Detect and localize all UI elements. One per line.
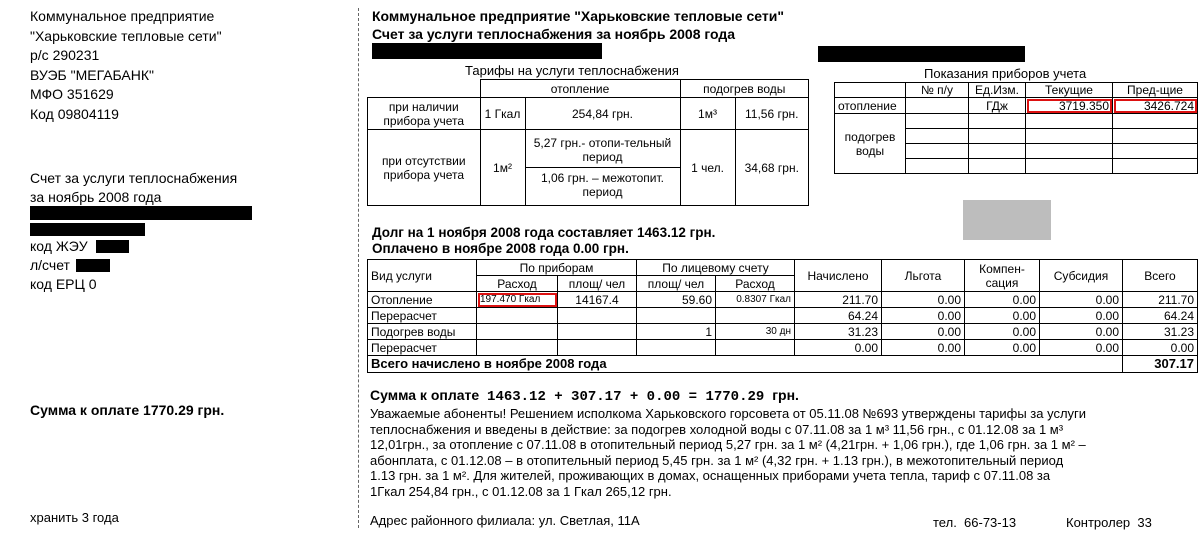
debt-line1: Долг на 1 ноября 2008 года составляет 1463.12 грн. — [372, 225, 716, 240]
tariffs-col-heating: отопление — [480, 80, 680, 98]
charges-total: 64.24 — [1123, 308, 1198, 324]
sum-line — [370, 387, 799, 405]
meters-cell — [1113, 159, 1198, 174]
charges-comp: 0.00 — [965, 324, 1040, 340]
meters-cell — [1026, 159, 1113, 174]
charges-benefit: 0.00 — [882, 340, 965, 356]
tariffs-row2-water: 34,68 грн. — [735, 130, 809, 206]
charges-accrued: 31.23 — [795, 324, 882, 340]
meters-h-unit: Ед.Изм. — [969, 83, 1026, 98]
meters-cell — [906, 114, 969, 129]
charges-h-service: Вид услуги — [368, 260, 477, 292]
charges-h-usage: Расход — [477, 276, 558, 292]
charges-total: 211.70 — [1123, 292, 1198, 308]
meters-cell — [969, 129, 1026, 144]
charges-total: 31.23 — [1123, 324, 1198, 340]
stub-erc: код ЕРЦ 0 — [30, 276, 97, 292]
charges-subsidy: 0.00 — [1040, 292, 1123, 308]
charges-usage2 — [716, 308, 795, 324]
sum-expr: 1463.12 + 307.17 + 0.00 = 1770.29 — [487, 389, 765, 405]
charges-comp: 0.00 — [965, 292, 1040, 308]
meters-cell — [969, 114, 1026, 129]
charges-benefit: 0.00 — [882, 292, 965, 308]
meters-r1-no — [906, 98, 969, 114]
stub-bill-line: за ноябрь 2008 года — [30, 189, 162, 205]
charges-usage2 — [716, 340, 795, 356]
charges-usage: 197.470 Гкал — [477, 292, 558, 308]
charges-area2: 59.60 — [637, 292, 716, 308]
charges-h-by-account: По лицевому счету — [637, 260, 795, 276]
redaction — [30, 223, 145, 236]
footer-address: Адрес районного филиала: ул. Светлая, 11А — [370, 513, 640, 528]
redaction — [30, 206, 252, 220]
meters-cell — [1113, 129, 1198, 144]
meters-r2-label: подогрев воды — [835, 114, 906, 174]
stub-account: л/счет — [30, 257, 70, 273]
charges-subsidy: 0.00 — [1040, 324, 1123, 340]
meters-r1-unit: ГДж — [969, 98, 1026, 114]
charges-h-total: Всего — [1123, 260, 1198, 292]
charges-h-usage2: Расход — [716, 276, 795, 292]
bill-title: Счет за услуги теплоснабжения за ноябрь 2008 года — [372, 26, 736, 42]
charges-row — [368, 340, 1198, 356]
charges-h-by-meter: По приборам — [477, 260, 637, 276]
charges-benefit: 0.00 — [882, 324, 965, 340]
redaction — [818, 46, 1025, 62]
tariffs-row2-heating — [525, 130, 680, 206]
tariffs-row1-label: при наличии прибора учета — [368, 98, 481, 130]
charges-name: Отопление — [368, 292, 477, 308]
notice-line: 12,01грн., за отопление с 07.11.08 в отопительный период 5,27 грн. за 1 м² (4,21грн. + 1,06 грн.), где 1,06 грн. за 1 м² – — [370, 437, 1086, 453]
charges-comp: 0.00 — [965, 340, 1040, 356]
sum-label: Сумма к оплате — [370, 387, 480, 403]
stub-org-line: Код 09804119 — [30, 105, 119, 122]
meters-cell — [1026, 144, 1113, 159]
charges-usage2: 30 дн — [716, 324, 795, 340]
meters-table — [834, 82, 1198, 174]
tariffs-title: Тарифы на услуги теплоснабжения — [465, 63, 679, 78]
meters-cell — [969, 159, 1026, 174]
charges-row — [368, 292, 1198, 308]
meters-h-prev: Пред-щие — [1113, 83, 1198, 98]
charges-name: Перерасчет — [368, 340, 477, 356]
charges-area2 — [637, 308, 716, 324]
sum-unit: грн. — [772, 387, 799, 403]
stub-org-line: МФО 351629 — [30, 86, 114, 102]
stub-bill — [30, 169, 237, 207]
charges-benefit: 0.00 — [882, 308, 965, 324]
charges-h-benefit: Льгота — [882, 260, 965, 292]
charges-area: 14167.4 — [558, 292, 637, 308]
charges-accrued: 211.70 — [795, 292, 882, 308]
tariffs-row1-unit: 1 Гкал — [480, 98, 525, 130]
debt-line2: Оплачено в ноябре 2008 года 0.00 грн. — [372, 241, 629, 256]
stub-bill-line: Счет за услуги теплоснабжения — [30, 170, 238, 186]
redaction — [372, 43, 602, 59]
charges-area — [558, 340, 637, 356]
charges-usage — [477, 324, 558, 340]
charges-subsidy: 0.00 — [1040, 340, 1123, 356]
charges-name: Подогрев воды — [368, 324, 477, 340]
footer-controller: Контролер 33 — [1066, 515, 1152, 530]
charges-total: 0.00 — [1123, 340, 1198, 356]
charges-usage2: 0.8307 Гкал — [716, 292, 795, 308]
tear-line — [358, 8, 360, 528]
charges-h-accrued: Начислено — [795, 260, 882, 292]
notice-line: 1Гкал 254,84 грн., с 01.12.08 за 1 Гкал 265,12 грн. — [370, 483, 672, 499]
charges-area2: 1 — [637, 324, 716, 340]
footer-phone: тел. 66-73-13 — [933, 515, 1017, 530]
charges-area — [558, 308, 637, 324]
stub-org-line: р/с 290231 — [30, 47, 100, 63]
tariffs-blank — [368, 80, 481, 98]
tariffs-row2-heat-b: 1,06 грн. – межотопит. период — [540, 171, 664, 199]
stub-org — [30, 7, 222, 124]
meters-cell — [906, 159, 969, 174]
stub-amount: Сумма к оплате 1770.29 грн. — [30, 402, 225, 418]
stub-org-line: Коммунальное предприятие — [30, 8, 215, 24]
charges-h-subsidy: Субсидия — [1040, 260, 1123, 292]
meters-title: Показания приборов учета — [924, 66, 1087, 81]
stub-zheu: код ЖЭУ — [30, 238, 88, 254]
redaction — [96, 240, 129, 253]
tariffs-row2-unit: 1м² — [480, 130, 525, 206]
tariffs-col-water: подогрев воды — [680, 80, 809, 98]
charges-accrued: 0.00 — [795, 340, 882, 356]
charges-comp: 0.00 — [965, 308, 1040, 324]
notice-line: теплоснабжения и введены в действие: за подогрев холодной воды с 07.11.08 за 1 м³ 11,56 грн., с 01.12.08 за 1 м³ — [370, 421, 1064, 437]
meters-cell — [906, 129, 969, 144]
meters-cell — [1113, 114, 1198, 129]
tariffs-row1-water: 11,56 грн. — [735, 98, 809, 130]
tariffs-row1-heating: 254,84 грн. — [525, 98, 680, 130]
meters-cell — [1026, 129, 1113, 144]
charges-table — [367, 259, 1198, 373]
charges-h-area2: площ/ чел — [637, 276, 716, 292]
meters-cell — [906, 144, 969, 159]
charges-row — [368, 308, 1198, 324]
notice-line: Уважаемые абоненты! Решением исполкома Харьковского горсовета от 05.11.08 №693 утверждены тарифы за услуги — [370, 406, 1087, 421]
stub-org-line: ВУЭБ "МЕГАБАНК" — [30, 66, 155, 83]
stub-org-line: "Харьковские тепловые сети" — [30, 27, 222, 44]
charges-area2 — [637, 340, 716, 356]
charges-h-comp: Компен-сация — [965, 260, 1040, 292]
redaction — [76, 259, 110, 272]
tariffs-table — [367, 79, 809, 206]
charges-total-label: Всего начислено в ноябре 2008 года — [368, 356, 1123, 373]
stub-keep: хранить 3 года — [30, 510, 119, 525]
notice-line: абонплата, с 01.12.08 – в отопительный период 5,45 грн. за 1 м² (4,32 грн. + 1.13 грн.), в межотопительный период — [370, 452, 1064, 468]
charges-usage — [477, 308, 558, 324]
charges-h-area: площ/ чел — [558, 276, 637, 292]
charges-name: Перерасчет — [368, 308, 477, 324]
meters-r1-current: 3719.350 — [1026, 98, 1113, 114]
meters-cell — [969, 144, 1026, 159]
tariffs-row2-heat-a: 5,27 грн.- отопи-тельный период — [526, 133, 680, 168]
meters-r1-prev: 3426.724 — [1113, 98, 1198, 114]
charges-subsidy: 0.00 — [1040, 308, 1123, 324]
tariffs-row1-wunit: 1м³ — [680, 98, 735, 130]
meters-h-no: № п/у — [906, 83, 969, 98]
charges-total-value: 307.17 — [1123, 356, 1198, 373]
charges-row — [368, 324, 1198, 340]
company-title: Коммунальное предприятие "Харьковские тепловые сети" — [372, 8, 784, 24]
charges-accrued: 64.24 — [795, 308, 882, 324]
tariffs-row2-label: при отсутствии прибора учета — [368, 130, 481, 206]
meters-cell — [1113, 144, 1198, 159]
meters-r1-label: отопление — [835, 98, 906, 114]
meters-blank — [835, 83, 906, 98]
notice — [370, 406, 1086, 500]
charges-area — [558, 324, 637, 340]
meters-h-current: Текущие — [1026, 83, 1113, 98]
tariffs-row2-wunit: 1 чел. — [680, 130, 735, 206]
grey-stamp — [963, 200, 1051, 240]
notice-line: 1.13 грн. за 1 м². Для жителей, проживающих в домах, оснащенных приборами учета тепла, тариф с 07.11.08 за — [370, 468, 1051, 484]
charges-usage — [477, 340, 558, 356]
meters-cell — [1026, 114, 1113, 129]
